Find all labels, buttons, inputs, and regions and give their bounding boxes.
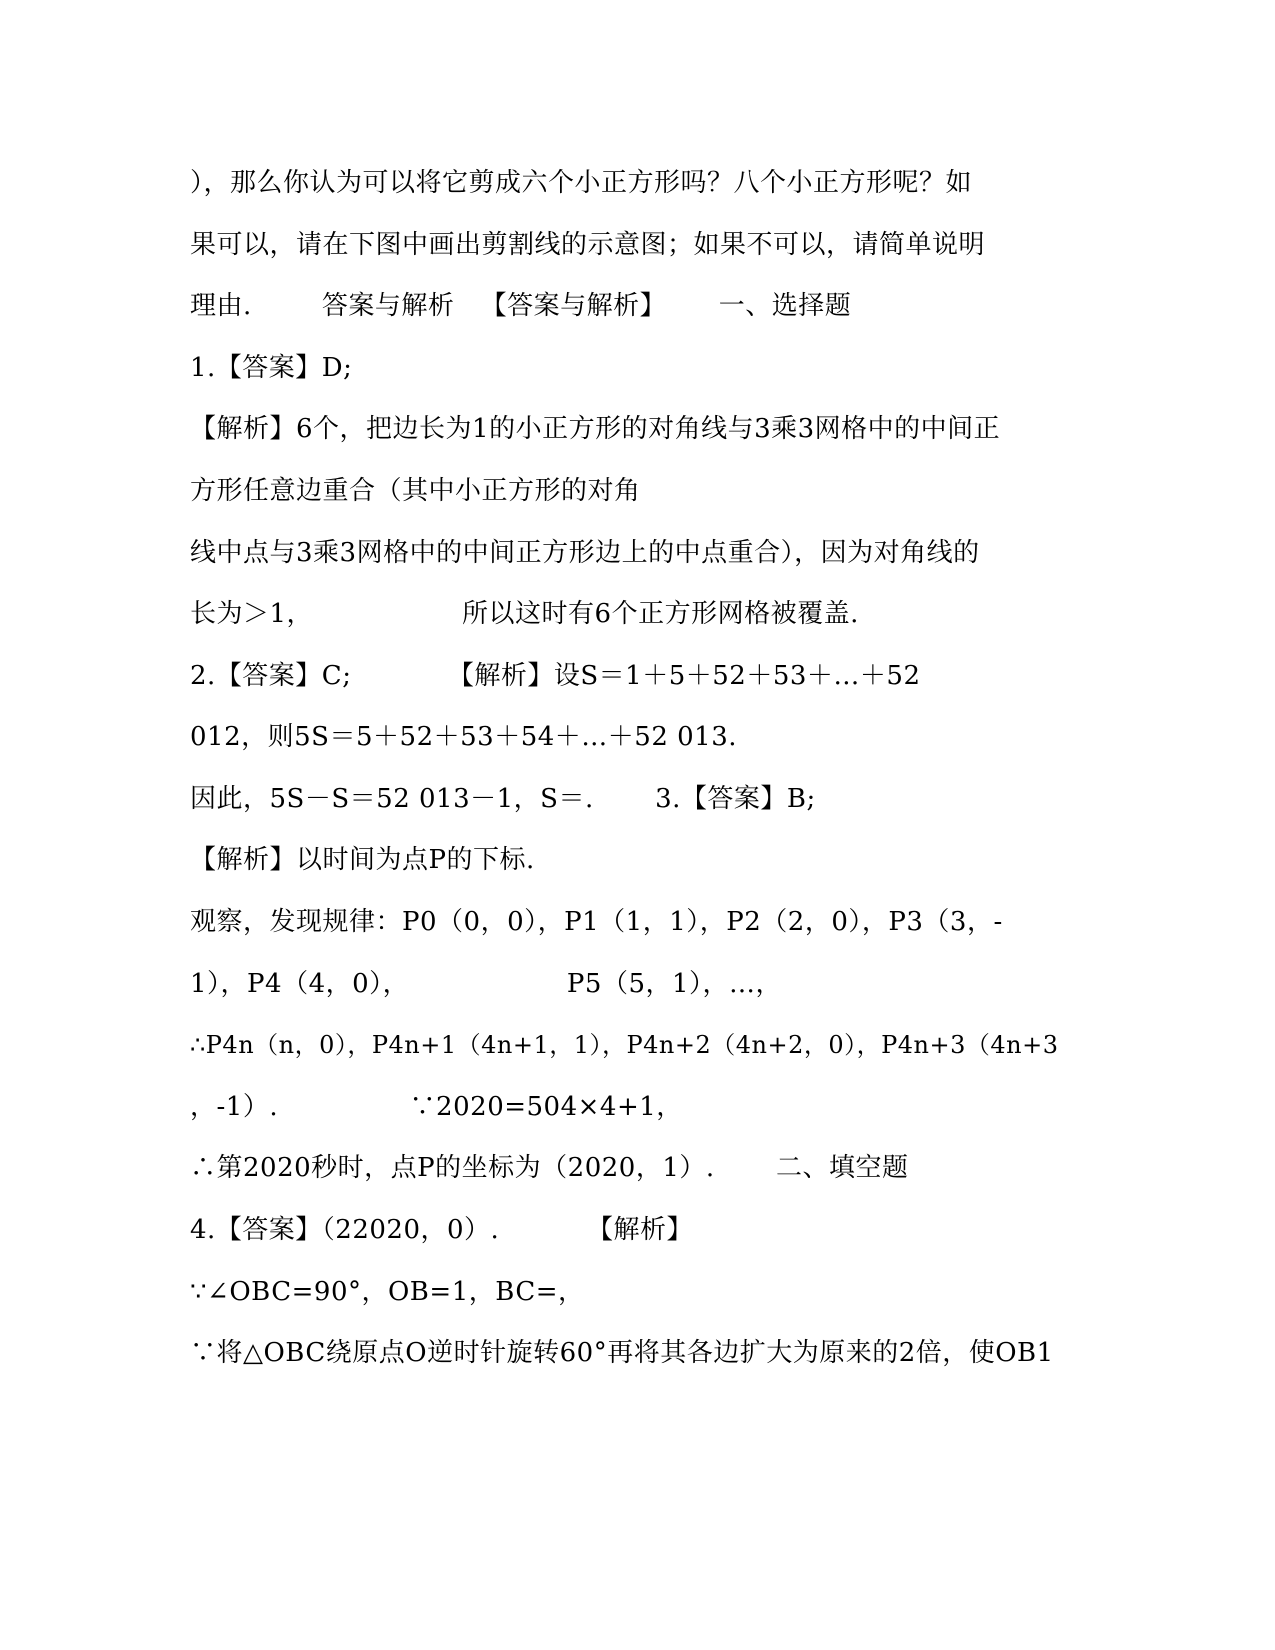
text-line: 方形任意边重合（其中小正方形的对角 [190, 476, 641, 506]
text-line: 果可以，请在下图中画出剪割线的示意图；如果不可以，请简单说明 [190, 230, 986, 260]
text-line: 观察，发现规律：P0（0，0），P1（1，1），P2（2，0），P3（3，- [190, 907, 1003, 937]
text-line: 理由. 答案与解析 【答案与解析】 一、选择题 [190, 291, 852, 321]
text-line: 【解析】6个，把边长为1的小正方形的对角线与3乘3网格中的中间正 [190, 414, 1001, 444]
text-line: 2.【答案】C; 【解析】设S＝1＋5＋52＋53＋…＋52 [190, 661, 921, 691]
text-line: 因此，5S－S＝52 013－1，S＝. 3.【答案】B; [190, 784, 816, 814]
text-line: ∵∠OBC=90°，OB=1，BC=， [190, 1277, 585, 1307]
text-line: ），那么你认为可以将它剪成六个小正方形吗？八个小正方形呢？如 [190, 168, 973, 198]
text-line: 1.【答案】D; [190, 353, 353, 383]
text-line: ，-1）. ∵2020=504×4+1， [190, 1092, 683, 1122]
text-line: 【解析】以时间为点P的下标. [190, 845, 535, 875]
text-line: ∴P4n（n，0），P4n+1（4n+1，1），P4n+2（4n+2，0），P4n+3（4n+3 [190, 1031, 1059, 1059]
text-line: ∴第2020秒时，点P的坐标为（2020，1）. 二、填空题 [190, 1153, 909, 1183]
text-line: 4.【答案】（22020，0）. 【解析】 [190, 1215, 693, 1245]
text-line: ∵将△OBC绕原点O逆时针旋转60°再将其各边扩大为原来的2倍，使OB1 [190, 1338, 1054, 1368]
text-line: 1），P4（4，0）， P5（5，1），…， [190, 969, 783, 999]
text-line: 长为＞1， 所以这时有6个正方形网格被覆盖. [190, 599, 859, 629]
text-line: 012，则5S＝5＋52＋53＋54＋…＋52 013. [190, 722, 738, 752]
text-line: 线中点与3乘3网格中的中间正方形边上的中点重合），因为对角线的 [190, 538, 980, 568]
